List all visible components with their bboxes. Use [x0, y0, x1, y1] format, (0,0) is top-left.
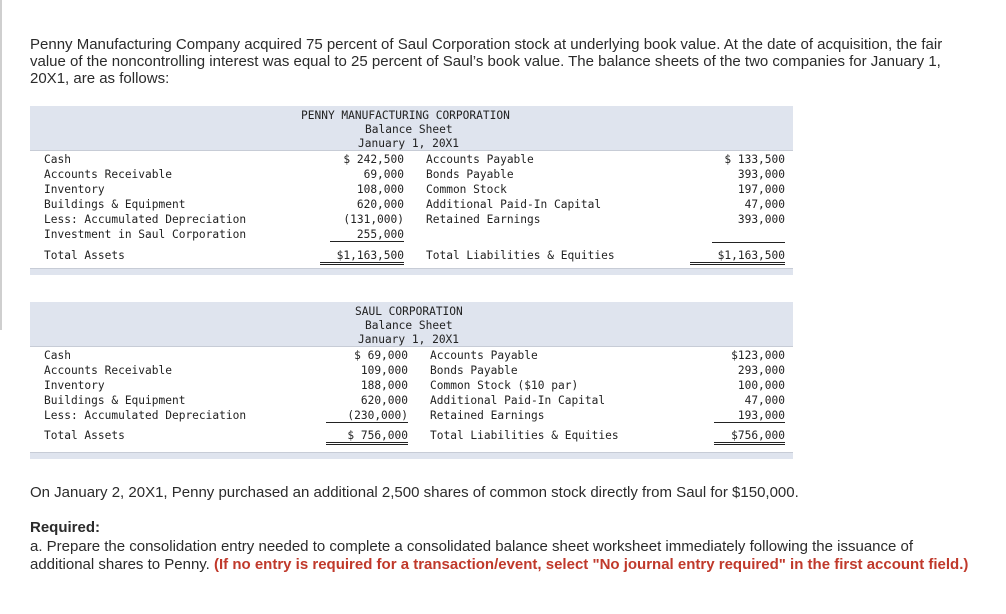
penny-date: January 1, 20X1 [358, 137, 460, 150]
penny-asset-value: $ 242,500 [343, 153, 404, 166]
penny-total-le-value: $1,163,500 [690, 249, 785, 265]
saul-date: January 1, 20X1 [358, 333, 460, 346]
saul-liability-label: Additional Paid-In Capital [430, 394, 606, 407]
saul-total-le-value: $756,000 [714, 429, 785, 445]
penny-total-assets-label: Total Assets [44, 249, 125, 262]
page-left-rule [0, 0, 2, 330]
saul-total-le-label: Total Liabilities & Equities [430, 429, 619, 442]
requirement-a-note: (If no entry is required for a transaction/event, select "No journal entry required" in the first account field.) [214, 556, 969, 573]
penny-asset-label: Buildings & Equipment [44, 198, 186, 211]
problem-intro: Penny Manufacturing Company acquired 75 percent of Saul Corporation stock at underlying book value. At the date of acquisition, the fair value of the noncontrolling interest was equal to 25 percent of Saul’s book value. The balance sheets of the two companies for January 1, 20X1, are as follows: [30, 36, 943, 87]
saul-asset-value: (230,000) [326, 409, 408, 423]
penny-liability-label: Accounts Payable [426, 153, 534, 166]
requirement-a-text: a. Prepare the consolidation entry needed to complete a consolidated balance sheet worksheet immediately following the issuance of additional shares to Penny. [30, 538, 914, 573]
penny-asset-value: 108,000 [356, 183, 404, 196]
penny-asset-value: 69,000 [363, 168, 404, 181]
saul-total-assets-label: Total Assets [44, 429, 125, 442]
saul-total-assets-value: $ 756,000 [326, 429, 408, 445]
penny-asset-label: Investment in Saul Corporation [44, 228, 247, 241]
saul-asset-label: Accounts Receivable [44, 364, 172, 377]
saul-liability-value: 47,000 [744, 394, 785, 407]
penny-liability-value: 197,000 [737, 183, 785, 196]
penny-liability-underline [712, 242, 785, 243]
penny-liability-value: $ 133,500 [724, 153, 785, 166]
penny-liability-label: Retained Earnings [426, 213, 541, 226]
saul-subtitle: Balance Sheet [365, 319, 453, 332]
saul-liability-value: 293,000 [737, 364, 785, 377]
penny-asset-label: Cash [44, 153, 71, 166]
penny-total-le-label: Total Liabilities & Equities [426, 249, 615, 262]
penny-subtitle: Balance Sheet [365, 123, 453, 136]
saul-asset-label: Cash [44, 349, 71, 362]
penny-footer-band [30, 268, 793, 275]
penny-liability-value: 393,000 [737, 213, 785, 226]
saul-liability-label: Bonds Payable [430, 364, 518, 377]
saul-liability-label: Accounts Payable [430, 349, 538, 362]
penny-total-assets-value: $1,163,500 [320, 249, 404, 265]
saul-asset-value: 109,000 [360, 364, 408, 377]
saul-asset-value: 620,000 [360, 394, 408, 407]
saul-header-band [30, 302, 793, 347]
saul-asset-value: $ 69,000 [354, 349, 408, 362]
saul-asset-label: Buildings & Equipment [44, 394, 186, 407]
penny-asset-label: Less: Accumulated Depreciation [44, 213, 247, 226]
penny-liability-value: 393,000 [737, 168, 785, 181]
penny-liability-label: Common Stock [426, 183, 507, 196]
required-heading: Required: [30, 519, 101, 536]
penny-title: PENNY MANUFACTURING CORPORATION [301, 109, 510, 122]
saul-liability-label: Common Stock ($10 par) [430, 379, 579, 392]
requirement-a [30, 538, 980, 574]
saul-liability-value: $123,000 [731, 349, 785, 362]
penny-asset-value: 255,000 [330, 228, 404, 242]
saul-balance-sheet [30, 302, 793, 460]
saul-asset-label: Less: Accumulated Depreciation [44, 409, 247, 422]
penny-header-band [30, 106, 793, 151]
saul-liability-value: 193,000 [714, 409, 785, 423]
additional-purchase-text: On January 2, 20X1, Penny purchased an additional 2,500 shares of common stock directly from Saul for $150,000. [30, 484, 799, 501]
penny-asset-label: Inventory [44, 183, 105, 196]
saul-asset-value: 188,000 [360, 379, 408, 392]
saul-asset-label: Inventory [44, 379, 105, 392]
penny-asset-label: Accounts Receivable [44, 168, 172, 181]
penny-asset-value: (131,000) [343, 213, 404, 226]
penny-balance-sheet [30, 106, 793, 270]
penny-liability-value: 47,000 [744, 198, 785, 211]
penny-asset-value: 620,000 [356, 198, 404, 211]
saul-liability-value: 100,000 [737, 379, 785, 392]
saul-footer-band [30, 452, 793, 459]
saul-liability-label: Retained Earnings [430, 409, 545, 422]
penny-liability-label: Additional Paid-In Capital [426, 198, 602, 211]
saul-title: SAUL CORPORATION [355, 305, 463, 318]
penny-liability-label: Bonds Payable [426, 168, 514, 181]
